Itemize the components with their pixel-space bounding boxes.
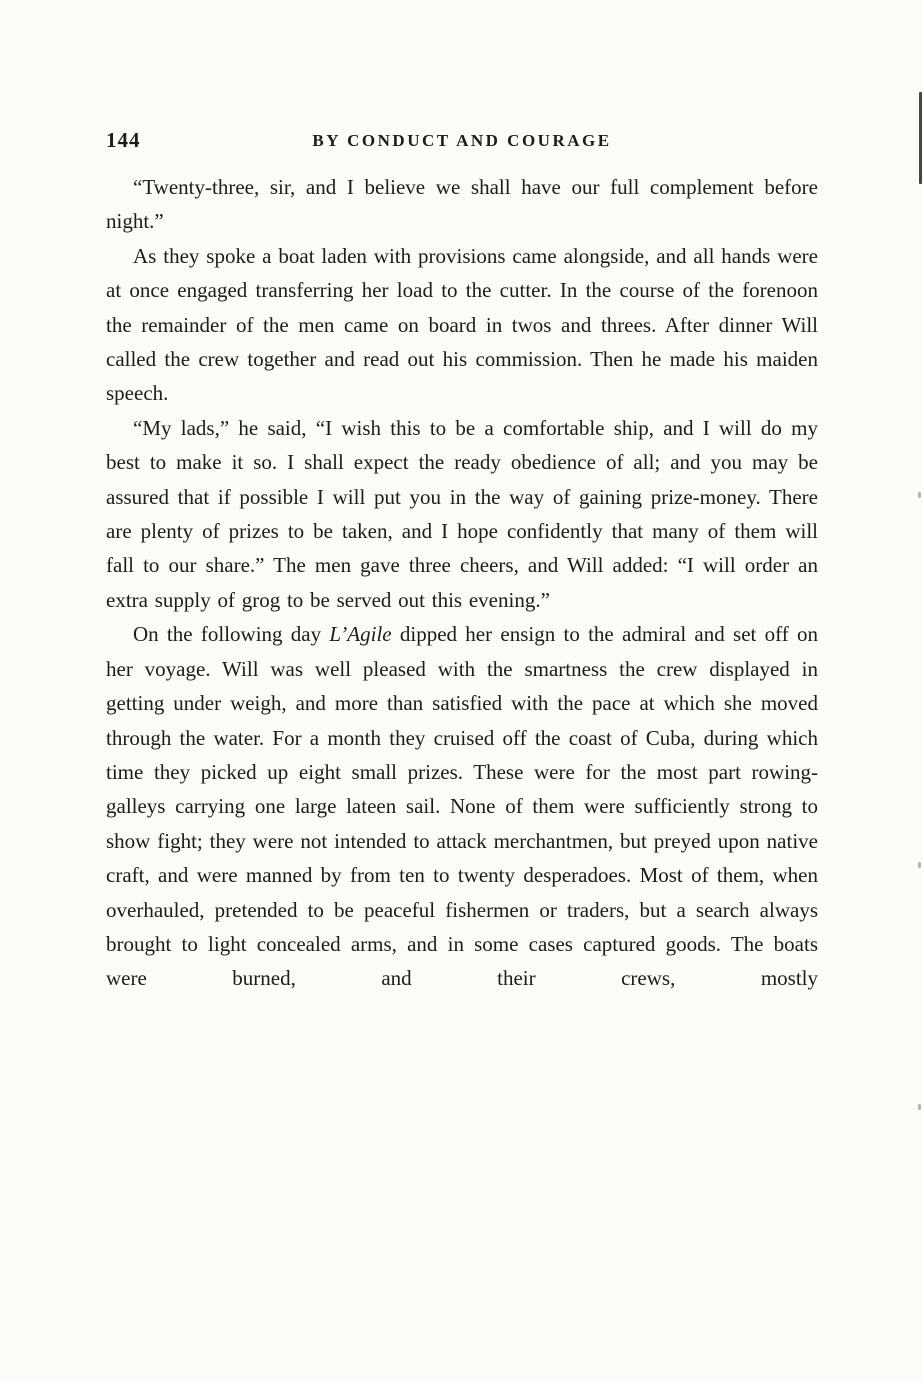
- ship-name-italic: L’Agile: [329, 622, 392, 647]
- paragraph-text: dipped her ensign to the admiral and set off on her voyage. Will was well pleased with the smartness the crew displayed in getting under weigh, and more than satisfied with the pace at which she moved through the water. For a month they cruised off the coast of Cuba, during which time they picked up eight small prizes. These were for the most part rowing-galleys carrying one large lateen sail. None of them were sufficiently strong to show fight; they were not intended to attack merchantmen, but preyed upon native craft, and were manned by from ten to twenty desperadoes. Most of them, when overhauled, pretended to be peaceful fishermen or traders, but a search always brought to light concealed arms, and in some cases captured goods. The boats were burned, and their crews, mostly: [106, 622, 818, 991]
- scan-artifact-line: [919, 92, 922, 184]
- scan-artifact-speck: [918, 1104, 921, 1110]
- paragraph-text: On the following day: [133, 622, 330, 647]
- scan-artifact-speck: [918, 862, 921, 868]
- scan-artifact-speck: [918, 492, 921, 498]
- running-title: BY CONDUCT AND COURAGE: [312, 131, 612, 150]
- paragraph: [106, 617, 818, 995]
- page-number: 144: [106, 128, 141, 152]
- paragraph: “My lads,” he said, “I wish this to be a comfortable ship, and I will do my best to make it so. I shall expect the ready obedience of all; and you may be assured that if possible I will put you in the way of gaining prize-money. There are plenty of prizes to be taken, and I hope confidently that many of them will fall to our share.” The men gave three cheers, and Will added: “I will order an extra supply of grog to be served out this evening.”: [106, 415, 818, 612]
- paragraph: “Twenty-three, sir, and I believe we shall have our full complement before night.”: [106, 175, 818, 234]
- paragraph: As they spoke a boat laden with provisions came alongside, and all hands were at once engaged transferring her load to the cutter. In the course of the forenoon the remainder of the men came on board in twos and threes. After dinner Will called the crew together and read out his commission. Then he made his maiden speech.: [106, 243, 818, 406]
- text-block: [106, 170, 818, 996]
- page-header: [106, 128, 818, 156]
